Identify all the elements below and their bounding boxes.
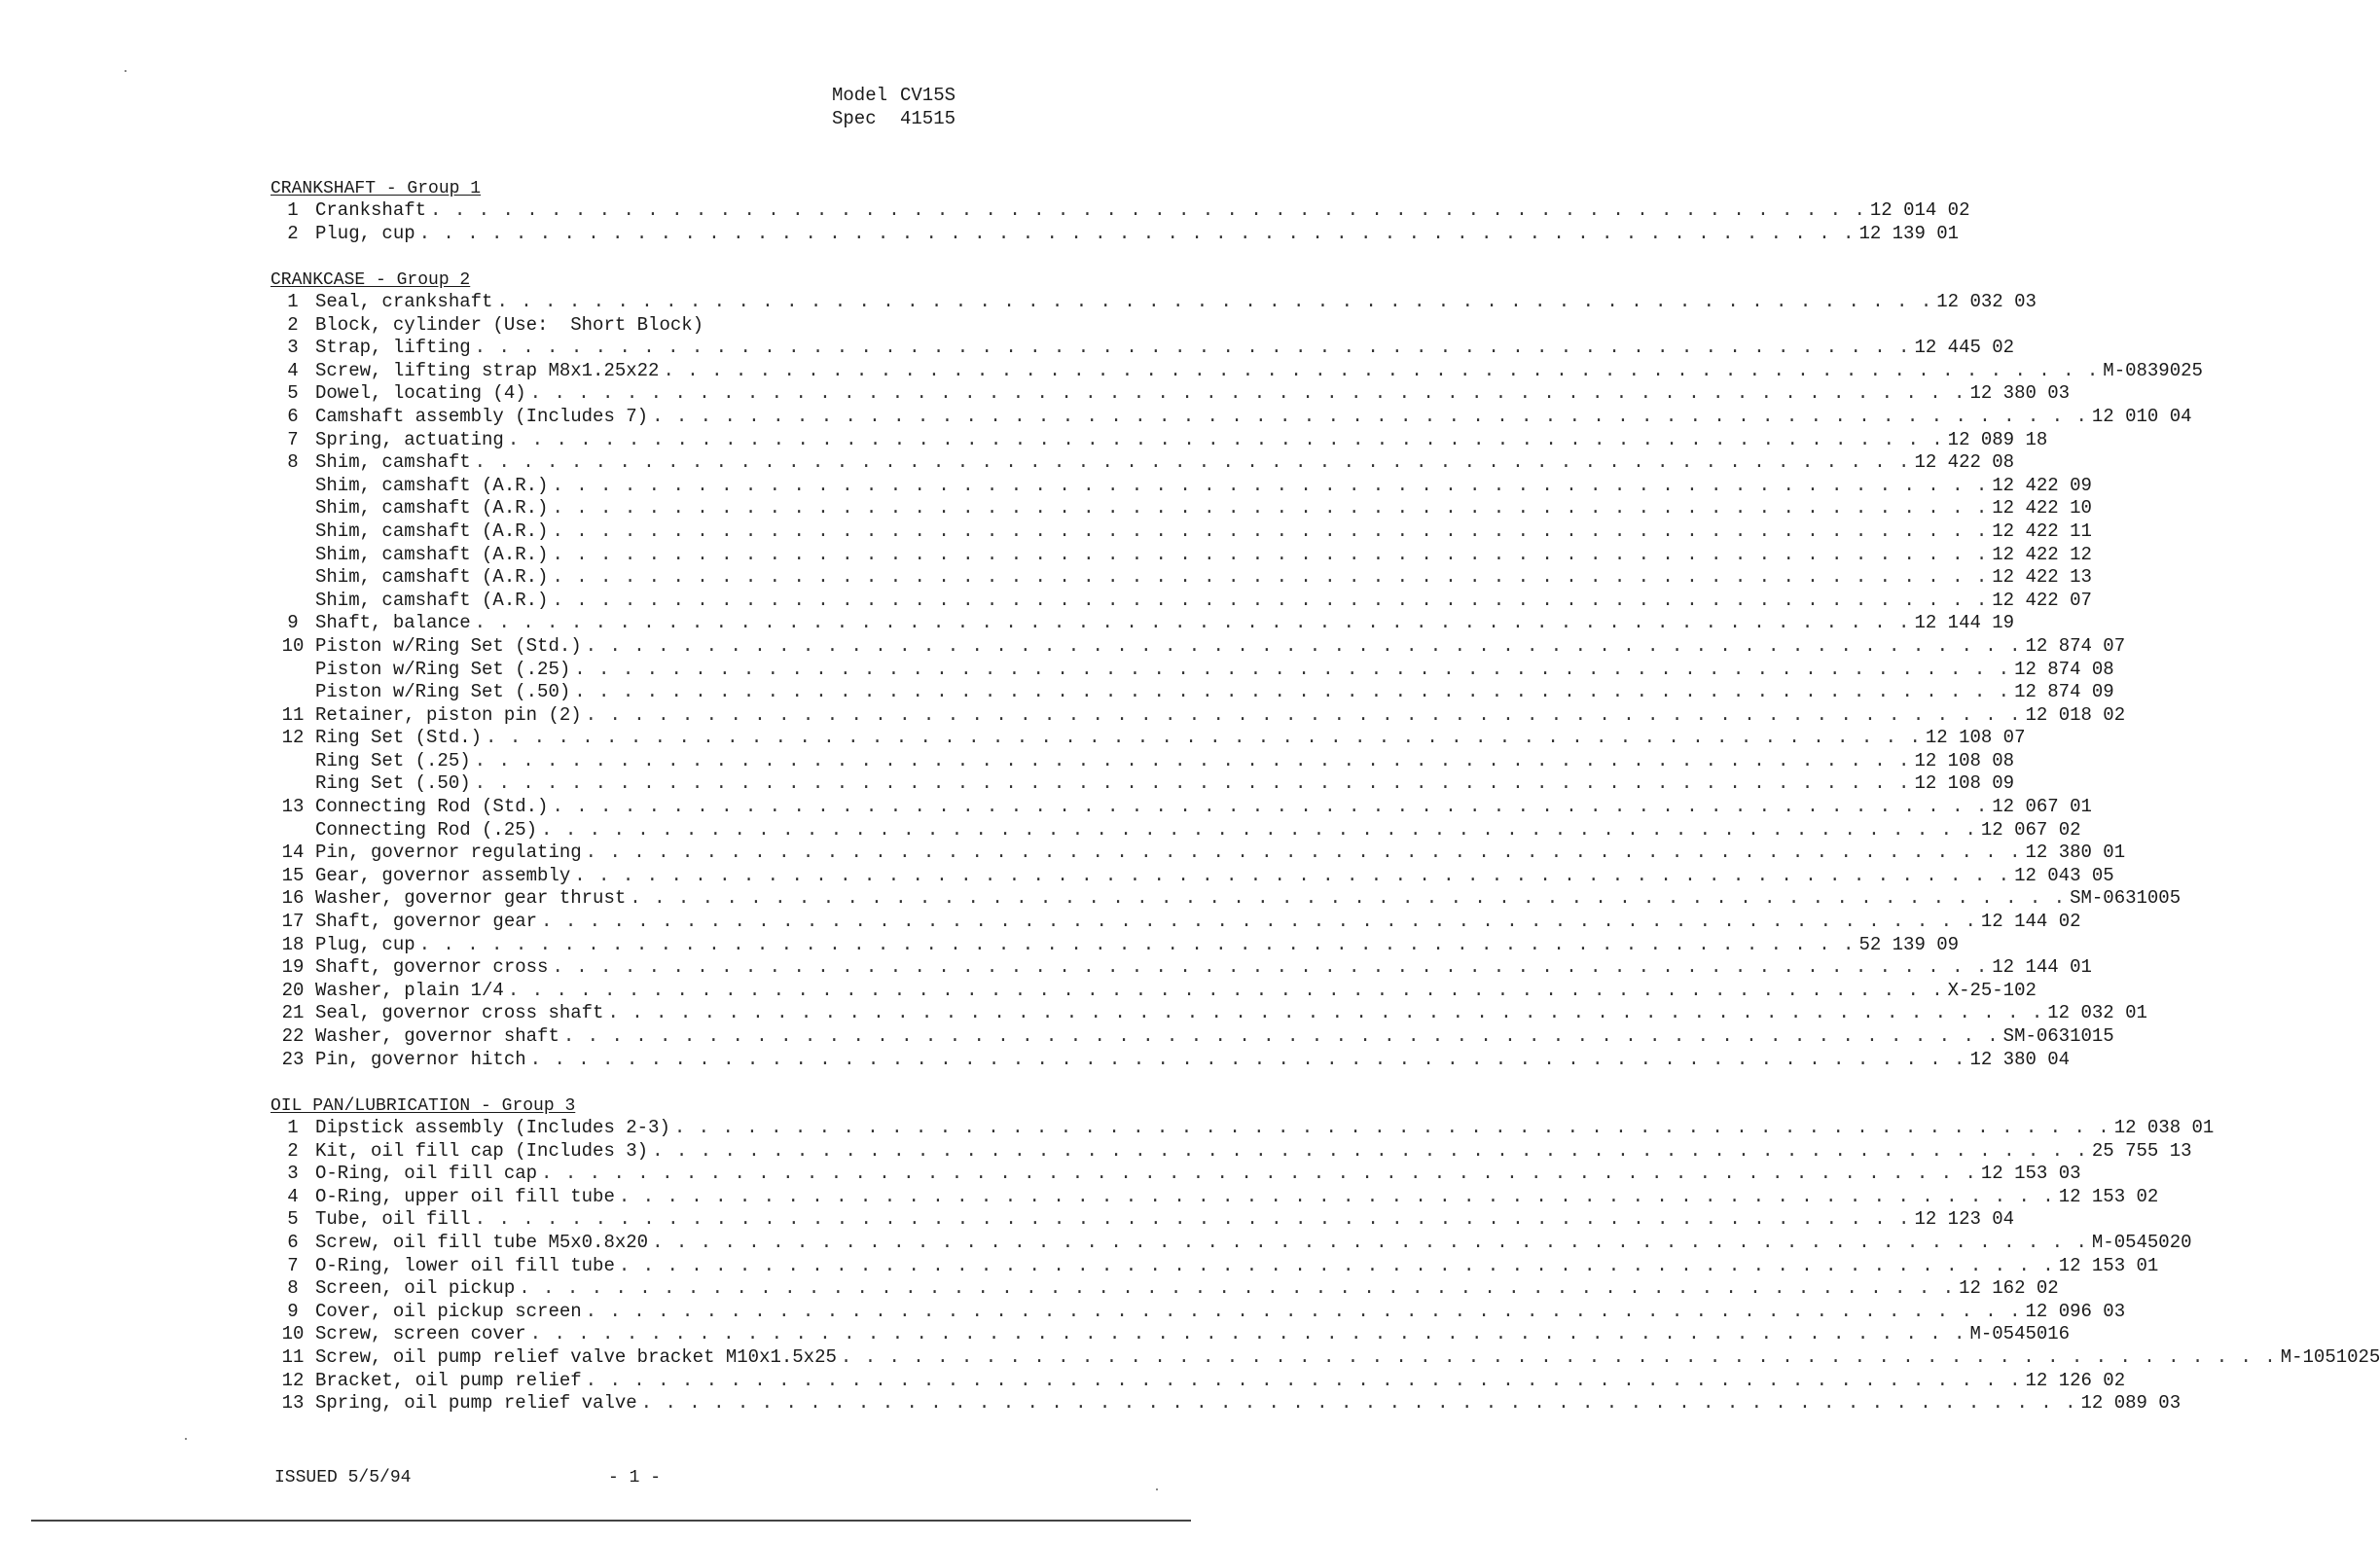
dot-leader: . . . . . . . . . . . . . . . . . . . . . . . . . . . . . . . . . . . . . . . . . . . . . . . . . . . . . . . . . . . .	[574, 864, 2011, 886]
dot-leader: . . . . . . . . . . . . . . . . . . . . . . . . . . . . . . . . . . . . . . . . . . . . . . . . . . . . . . . . . . . .	[529, 1323, 1966, 1345]
item-number: 18	[281, 933, 305, 955]
dot-leader: . . . . . . . . . . . . . . . . . . . . . . . . . . . . . . . . . . . . . . . . . . . . . . . . . . . . . . . . . . . .	[652, 1139, 2088, 1162]
part-number: M-0839025	[2103, 359, 2203, 381]
item-number: 7	[287, 1254, 299, 1276]
part-row	[270, 474, 2092, 498]
dot-leader: . . . . . . . . . . . . . . . . . . . . . . . . . . . . . . . . . . . . . . . . . . . . . . . . . . . . . . . . . . . .	[630, 887, 2067, 910]
part-number: 12 010 04	[2091, 405, 2192, 427]
part-number: 12 422 08	[1914, 451, 2015, 474]
part-number: 12 067 02	[1980, 818, 2081, 841]
model-value: CV15S	[900, 85, 956, 106]
item-description: Camshaft assembly (Includes 7)	[315, 405, 649, 427]
item-description: Shaft, governor cross	[315, 956, 549, 979]
item-description: Shim, camshaft (A.R.)	[315, 543, 549, 565]
dot-leader: . . . . . . . . . . . . . . . . . . . . . . . . . . . . . . . . . . . . . . . . . . . . . . . . . . . . . . . . . . . .	[652, 405, 2088, 427]
item-number: 21	[281, 1002, 305, 1024]
part-row	[270, 1139, 2192, 1164]
part-number: 12 089 03	[2080, 1392, 2182, 1415]
item-description: Shim, camshaft (A.R.)	[315, 474, 549, 496]
model-row	[832, 84, 956, 107]
item-number: 22	[281, 1025, 305, 1047]
scan-speck	[185, 1438, 187, 1440]
section-title: OIL PAN/LUBRICATION - Group 3	[270, 1096, 576, 1116]
item-description: Spring, actuating	[315, 428, 504, 450]
part-number: 12 139 01	[1858, 222, 1960, 244]
part-row	[270, 405, 2192, 429]
parts-list	[270, 1117, 2380, 1416]
part-number: 12 038 01	[2113, 1117, 2215, 1138]
item-description: Pin, governor regulating	[315, 842, 582, 864]
dot-leader: . . . . . . . . . . . . . . . . . . . . . . . . . . . . . . . . . . . . . . . . . . . . . . . . . . . . . . . . . . . .	[585, 1369, 2022, 1391]
item-description: Crankshaft	[315, 199, 427, 221]
item-description: Seal, governor cross shaft	[315, 1002, 604, 1024]
dot-leader: . . . . . . . . . . . . . . . . . . . . . . . . . . . . . . . . . . . . . . . . . . . . . . . . . . . . . . . . . . . .	[552, 543, 1989, 565]
part-row	[270, 933, 1960, 957]
part-row	[270, 796, 2092, 819]
item-number: 13	[281, 1392, 305, 1415]
item-number: 12	[281, 727, 305, 749]
part-row	[270, 772, 2015, 796]
dot-leader: . . . . . . . . . . . . . . . . . . . . . . . . . . . . . . . . . . . . . . . . . . . . . . . . . . . . . . . . . . . .	[541, 911, 1977, 933]
dot-leader: . . . . . . . . . . . . . . . . . . . . . . . . . . . . . . . . . . . . . . . . . . . . . . . . . . . . . . . . . . . .	[552, 589, 1989, 611]
model-label: Model	[832, 85, 888, 106]
part-number: 52 139 09	[1858, 933, 1960, 955]
item-number: 9	[287, 612, 299, 634]
item-description: Cover, oil pickup screen	[315, 1300, 582, 1322]
scan-speck	[125, 70, 126, 72]
part-number: 12 874 09	[2014, 681, 2114, 703]
model-spec-header	[832, 84, 956, 130]
item-number: 8	[287, 451, 299, 474]
item-description: Shaft, governor gear	[315, 911, 538, 933]
dot-leader: . . . . . . . . . . . . . . . . . . . . . . . . . . . . . . . . . . . . . . . . . . . . . . . . . . . . . . . . . . . .	[585, 703, 2022, 726]
section-crankcase	[270, 269, 2203, 1071]
item-description: Pin, governor hitch	[315, 1048, 526, 1070]
item-description: Gear, governor assembly	[315, 864, 571, 886]
item-description: Screw, oil fill tube M5x0.8x20	[315, 1231, 649, 1253]
dot-leader: . . . . . . . . . . . . . . . . . . . . . . . . . . . . . . . . . . . . . . . . . . . . . . . . . . . . . . . . . . . .	[496, 291, 1933, 312]
part-row	[270, 451, 2015, 475]
part-row	[270, 566, 2092, 590]
item-description: O-Ring, lower oil fill tube	[315, 1254, 615, 1276]
part-row	[270, 1163, 2081, 1186]
part-row	[270, 1208, 2015, 1232]
dot-leader: . . . . . . . . . . . . . . . . . . . . . . . . . . . . . . . . . . . . . . . . . . . . . . . . . . . . . . . . . . . .	[474, 1208, 1911, 1231]
part-number: 12 153 02	[2058, 1185, 2159, 1207]
item-description: Piston w/Ring Set (.25)	[315, 658, 571, 680]
item-number: 10	[281, 634, 305, 657]
part-row	[270, 979, 2037, 1003]
part-row	[270, 1345, 2380, 1370]
dot-leader: . . . . . . . . . . . . . . . . . . . . . . . . . . . . . . . . . . . . . . . . . . . . . . . . . . . . . . . . . . . .	[474, 772, 1911, 795]
part-number: 12 108 07	[1925, 727, 2026, 749]
part-number: 12 144 02	[1980, 911, 2081, 933]
item-description: Plug, cup	[315, 222, 415, 244]
issued-date: ISSUED 5/5/94	[274, 1468, 412, 1487]
item-number: 3	[287, 337, 299, 359]
part-row	[270, 612, 2015, 635]
dot-leader: . . . . . . . . . . . . . . . . . . . . . . . . . . . . . . . . . . . . . . . . . . . . . . . . . . . . . . . . . . . .	[562, 1025, 2000, 1047]
item-description: Connecting Rod (Std.)	[315, 796, 549, 818]
item-description: O-Ring, upper oil fill tube	[315, 1185, 615, 1207]
part-number: SM-0631005	[2070, 887, 2182, 910]
item-number: 11	[281, 703, 305, 726]
part-number: 25 755 13	[2091, 1139, 2192, 1162]
part-row	[270, 1185, 2159, 1209]
part-number: 12 032 01	[2047, 1002, 2147, 1024]
part-number: 12 874 08	[2014, 658, 2114, 680]
item-number: 14	[281, 842, 305, 864]
dot-leader: . . . . . . . . . . . . . . . . . . . . . . . . . . . . . . . . . . . . . . . . . . . . . . . . . . . . . . . . . . . .	[585, 842, 2022, 864]
part-number: X-25-102	[1947, 979, 2037, 1001]
part-row	[270, 1048, 2071, 1072]
item-description: Washer, governor shaft	[315, 1025, 559, 1047]
item-description: Seal, crankshaft	[315, 291, 493, 312]
section-title: CRANKSHAFT - Group 1	[270, 179, 482, 198]
part-number: 12 380 03	[1969, 382, 2071, 405]
part-number: 12 153 03	[1980, 1163, 2081, 1185]
part-row	[270, 1323, 2071, 1346]
part-row	[270, 222, 1960, 246]
item-description: Ring Set (Std.)	[315, 727, 483, 749]
dot-leader: . . . . . . . . . . . . . . . . . . . . . . . . . . . . . . . . . . . . . . . . . . . . . . . . . . . . . . . . . . . .	[552, 956, 1989, 979]
item-number: 6	[287, 405, 299, 427]
item-description: Piston w/Ring Set (.50)	[315, 681, 571, 703]
part-number: 12 380 04	[1969, 1048, 2071, 1070]
part-number: 12 162 02	[1959, 1277, 2059, 1300]
dot-leader: . . . . . . . . . . . . . . . . . . . . . . . . . . . . . . . . . . . . . . . . . . . . . . . . . . . . . . . . . . . .	[585, 634, 2022, 657]
item-number: 3	[287, 1163, 299, 1185]
dot-leader: . . . . . . . . . . . . . . . . . . . . . . . . . . . . . . . . . . . . . . . . . . . . . . . . . . . . . . . . . . . .	[840, 1345, 2277, 1368]
part-row	[270, 1231, 2192, 1255]
part-row	[270, 1025, 2114, 1049]
part-row	[270, 1254, 2159, 1278]
item-number: 2	[287, 1139, 299, 1162]
dot-leader: . . . . . . . . . . . . . . . . . . . . . . . . . . . . . . . . . . . . . . . . . . . . . . . . . . . . . . . . . . . .	[607, 1002, 2044, 1024]
dot-leader: . . . . . . . . . . . . . . . . . . . . . . . . . . . . . . . . . . . . . . . . . . . . . . . . . . . . . . . . . . . .	[618, 1254, 2055, 1276]
part-number: 12 144 19	[1914, 612, 2015, 634]
part-number: 12 126 02	[2025, 1369, 2126, 1391]
dot-leader: . . . . . . . . . . . . . . . . . . . . . . . . . . . . . . . . . . . . . . . . . . . . . . . . . . . . . . . . . . . .	[430, 199, 1866, 221]
dot-leader: . . . . . . . . . . . . . . . . . . . . . . . . . . . . . . . . . . . . . . . . . . . . . . . . . . . . . . . . . . . .	[552, 566, 1989, 589]
part-row	[270, 1300, 2126, 1324]
item-number: 9	[287, 1300, 299, 1322]
part-number: M-0545016	[1969, 1323, 2071, 1345]
part-row	[270, 291, 2037, 314]
part-number: SM-0631015	[2002, 1025, 2114, 1047]
part-number: 12 422 07	[1992, 589, 2092, 611]
item-number: 20	[281, 979, 305, 1001]
part-number: 12 123 04	[1914, 1208, 2015, 1231]
part-row	[270, 337, 2015, 360]
item-description: Shaft, balance	[315, 612, 471, 634]
spec-value: 41515	[900, 108, 956, 129]
part-row	[270, 956, 2092, 980]
item-description: Dowel, locating (4)	[315, 382, 526, 405]
item-number: 2	[287, 222, 299, 244]
item-description: Tube, oil fill	[315, 1208, 471, 1231]
part-number: 12 108 09	[1914, 772, 2015, 795]
item-number: 4	[287, 1185, 299, 1207]
part-row	[270, 681, 2114, 704]
part-row	[270, 1392, 2182, 1416]
dot-leader: . . . . . . . . . . . . . . . . . . . . . . . . . . . . . . . . . . . . . . . . . . . . . . . . . . . . . . . . . . . .	[418, 222, 1856, 244]
item-description: Shim, camshaft (A.R.)	[315, 566, 549, 589]
item-number: 6	[287, 1231, 299, 1253]
part-number: 12 096 03	[2025, 1300, 2126, 1322]
part-row	[270, 864, 2114, 888]
item-number: 15	[281, 864, 305, 886]
item-number: 5	[287, 1208, 299, 1231]
part-row	[270, 818, 2081, 842]
part-row	[270, 359, 2203, 383]
part-row	[270, 428, 2048, 452]
dot-leader: . . . . . . . . . . . . . . . . . . . . . . . . . . . . . . . . . . . . . . . . . . . . . . . . . . . . . . . . . . . .	[474, 337, 1911, 359]
part-number: M-1051025	[2280, 1345, 2380, 1368]
section-crankshaft	[270, 178, 1970, 245]
part-number: 12 380 01	[2025, 842, 2126, 864]
item-description: Screw, lifting strap M8x1.25x22	[315, 359, 660, 381]
part-number: 12 032 03	[1936, 291, 2037, 312]
item-description: Bracket, oil pump relief	[315, 1369, 582, 1391]
part-row	[270, 634, 2126, 659]
part-number: 12 422 12	[1992, 543, 2092, 565]
item-number: 19	[281, 956, 305, 979]
item-description: Washer, governor gear thrust	[315, 887, 627, 910]
part-row	[270, 658, 2114, 682]
dot-leader: . . . . . . . . . . . . . . . . . . . . . . . . . . . . . . . . . . . . . . . . . . . . . . . . . . . . . . . . . . . .	[529, 1048, 1966, 1070]
dot-leader: . . . . . . . . . . . . . . . . . . . . . . . . . . . . . . . . . . . . . . . . . . . . . . . . . . . . . . . . . . . .	[541, 818, 1977, 841]
part-number: 12 422 09	[1992, 474, 2092, 496]
item-description: Block, cylinder (Use: Short Block)	[315, 313, 704, 336]
part-number: 12 422 10	[1992, 497, 2092, 520]
item-number: 13	[281, 796, 305, 818]
item-description: Dipstick assembly (Includes 2-3)	[315, 1117, 670, 1138]
item-description: Spring, oil pump relief valve	[315, 1392, 637, 1415]
dot-leader: . . . . . . . . . . . . . . . . . . . . . . . . . . . . . . . . . . . . . . . . . . . . . . . . . . . . . . . . . . . .	[574, 681, 2011, 703]
item-number: 5	[287, 382, 299, 405]
item-description: Screw, screen cover	[315, 1323, 526, 1345]
part-number: 12 089 18	[1947, 428, 2048, 450]
item-description: Shim, camshaft (A.R.)	[315, 520, 549, 542]
dot-leader: . . . . . . . . . . . . . . . . . . . . . . . . . . . . . . . . . . . . . . . . . . . . . . . . . . . . . . . . . . . .	[652, 1231, 2088, 1253]
item-description: Shim, camshaft (A.R.)	[315, 589, 549, 611]
dot-leader: . . . . . . . . . . . . . . . . . . . . . . . . . . . . . . . . . . . . . . . . . . . . . . . . . . . . . . . . . . . .	[640, 1392, 2077, 1415]
dot-leader: . . . . . . . . . . . . . . . . . . . . . . . . . . . . . . . . . . . . . . . . . . . . . . . . . . . . . . . . . . . .	[474, 749, 1911, 771]
dot-leader: . . . . . . . . . . . . . . . . . . . . . . . . . . . . . . . . . . . . . . . . . . . . . . . . . . . . . . . . . . . .	[507, 428, 1944, 450]
item-number: 7	[287, 428, 299, 450]
item-number: 2	[287, 313, 299, 336]
dot-leader: . . . . . . . . . . . . . . . . . . . . . . . . . . . . . . . . . . . . . . . . . . . . . . . . . . . . . . . . . . . .	[418, 933, 1856, 955]
item-description: Shim, camshaft (A.R.)	[315, 497, 549, 520]
bottom-rule	[31, 1520, 1191, 1522]
part-row	[270, 1002, 2147, 1025]
part-row	[270, 589, 2092, 613]
dot-leader: . . . . . . . . . . . . . . . . . . . . . . . . . . . . . . . . . . . . . . . . . . . . . . . . . . . . . . . . . . . .	[474, 451, 1911, 474]
item-description: Screw, oil pump relief valve bracket M10x1.5x25	[315, 1345, 837, 1368]
dot-leader: . . . . . . . . . . . . . . . . . . . . . . . . . . . . . . . . . . . . . . . . . . . . . . . . . . . . . . . . . . . .	[552, 520, 1989, 542]
dot-leader: . . . . . . . . . . . . . . . . . . . . . . . . . . . . . . . . . . . . . . . . . . . . . . . . . . . . . . . . . . . .	[574, 658, 2011, 680]
dot-leader: . . . . . . . . . . . . . . . . . . . . . . . . . . . . . . . . . . . . . . . . . . . . . . . . . . . . . . . . . . . .	[552, 796, 1989, 818]
part-number: 12 144 01	[1992, 956, 2092, 979]
part-row	[270, 314, 991, 338]
part-number: 12 422 13	[1992, 566, 2092, 589]
part-number: 12 108 08	[1914, 749, 2015, 771]
dot-leader: . . . . . . . . . . . . . . . . . . . . . . . . . . . . . . . . . . . . . . . . . . . . . . . . . . . . . . . . . . . .	[519, 1277, 1956, 1300]
dot-leader: . . . . . . . . . . . . . . . . . . . . . . . . . . . . . . . . . . . . . . . . . . . . . . . . . . . . . . . . . . . .	[541, 1163, 1977, 1185]
item-description: O-Ring, oil fill cap	[315, 1163, 538, 1185]
item-number: 17	[281, 911, 305, 933]
page-number: - 1 -	[608, 1468, 662, 1487]
item-number: 4	[287, 359, 299, 381]
part-row	[270, 1369, 2126, 1393]
part-number: M-0545020	[2091, 1231, 2192, 1253]
dot-leader: . . . . . . . . . . . . . . . . . . . . . . . . . . . . . . . . . . . . . . . . . . . . . . . . . . . . . . . . . . . .	[673, 1117, 2110, 1138]
part-row	[270, 199, 1970, 223]
item-description: Screen, oil pickup	[315, 1277, 516, 1300]
item-number: 1	[287, 199, 299, 221]
part-row	[270, 887, 2182, 911]
spec-row	[832, 107, 956, 130]
part-number: 12 153 01	[2058, 1254, 2159, 1276]
section-oil-pan-lubrication	[270, 1095, 2380, 1416]
item-number: 10	[281, 1323, 305, 1345]
dot-leader: . . . . . . . . . . . . . . . . . . . . . . . . . . . . . . . . . . . . . . . . . . . . . . . . . . . . . . . . . . . .	[507, 979, 1944, 1001]
part-number: 12 043 05	[2014, 864, 2114, 886]
dot-leader: . . . . . . . . . . . . . . . . . . . . . . . . . . . . . . . . . . . . . . . . . . . . . . . . . . . . . . . . . . . .	[486, 727, 1922, 749]
item-description: Piston w/Ring Set (Std.)	[315, 634, 582, 657]
item-number: 8	[287, 1277, 299, 1300]
item-description: Strap, lifting	[315, 337, 471, 359]
item-description: Retainer, piston pin (2)	[315, 703, 582, 726]
spec-label: Spec	[832, 108, 877, 129]
part-row	[270, 749, 2015, 773]
scan-speck	[1156, 1488, 1158, 1490]
item-number: 16	[281, 887, 305, 910]
item-number: 1	[287, 1117, 299, 1138]
part-number: 12 014 02	[1869, 199, 1970, 221]
dot-leader: . . . . . . . . . . . . . . . . . . . . . . . . . . . . . . . . . . . . . . . . . . . . . . . . . . . . . . . . . . . .	[529, 382, 1966, 405]
part-row	[270, 703, 2126, 728]
item-number: 1	[287, 291, 299, 312]
item-description: Ring Set (.50)	[315, 772, 471, 795]
dot-leader: . . . . . . . . . . . . . . . . . . . . . . . . . . . . . . . . . . . . . . . . . . . . . . . . . . . . . . . . . . . .	[552, 497, 1989, 520]
part-row	[270, 497, 2092, 520]
dot-leader: . . . . . . . . . . . . . . . . . . . . . . . . . . . . . . . . . . . . . . . . . . . . . . . . . . . . . . . . . . . .	[663, 359, 2100, 381]
part-row	[270, 842, 2126, 865]
part-row	[270, 382, 2071, 406]
item-description: Kit, oil fill cap (Includes 3)	[315, 1139, 649, 1162]
part-number: 12 874 07	[2025, 634, 2126, 657]
dot-leader: . . . . . . . . . . . . . . . . . . . . . . . . . . . . . . . . . . . . . . . . . . . . . . . . . . . . . . . . . . . .	[552, 474, 1989, 496]
part-row	[270, 1277, 2059, 1301]
parts-list	[270, 291, 2203, 1071]
part-number: 12 018 02	[2025, 703, 2126, 726]
item-number: 23	[281, 1048, 305, 1070]
part-row	[270, 727, 2026, 750]
item-description: Shim, camshaft	[315, 451, 471, 474]
item-description: Washer, plain 1/4	[315, 979, 504, 1001]
part-row	[270, 1117, 2215, 1140]
section-title: CRANKCASE - Group 2	[270, 270, 471, 290]
dot-leader: . . . . . . . . . . . . . . . . . . . . . . . . . . . . . . . . . . . . . . . . . . . . . . . . . . . . . . . . . . . .	[618, 1185, 2055, 1207]
item-number: 11	[281, 1345, 305, 1368]
item-description: Plug, cup	[315, 933, 415, 955]
parts-list	[270, 199, 1970, 245]
dot-leader: . . . . . . . . . . . . . . . . . . . . . . . . . . . . . . . . . . . . . . . . . . . . . . . . . . . . . . . . . . . .	[474, 612, 1911, 634]
part-number: 12 445 02	[1914, 337, 2015, 359]
part-row	[270, 520, 2092, 544]
dot-leader: . . . . . . . . . . . . . . . . . . . . . . . . . . . . . . . . . . . . . . . . . . . . . . . . . . . . . . . . . . . .	[585, 1300, 2022, 1322]
item-description: Connecting Rod (.25)	[315, 818, 538, 841]
part-row	[270, 543, 2092, 567]
part-row	[270, 911, 2081, 934]
part-number: 12 422 11	[1992, 520, 2092, 542]
part-number: 12 067 01	[1992, 796, 2092, 818]
item-description: Ring Set (.25)	[315, 749, 471, 771]
item-number: 12	[281, 1369, 305, 1391]
